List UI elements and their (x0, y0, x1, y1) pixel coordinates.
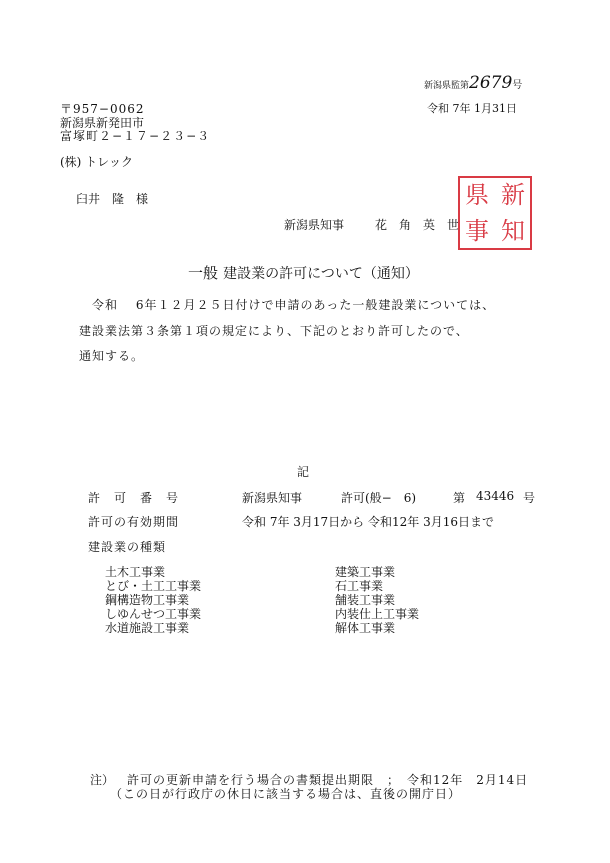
license-type: 許可(般− 6) (341, 491, 417, 505)
subject-text: 建設業の許可について（通知） (223, 266, 419, 282)
list-item: 土木工事業 (105, 565, 166, 579)
note-line-2: （この日が行政庁の休日に該当する場合は、直後の開庁日） (110, 787, 462, 801)
body-line-2: 建設業法第３条第１項の規定により、下記のとおり許可したので、 (79, 324, 469, 338)
seal-char: 新 (501, 181, 525, 209)
address-line-2: 富塚町２−１７−２３−３ (60, 129, 211, 143)
note-label: 注） (90, 773, 115, 787)
validity-period-value: 令和 7年 3月17日から 令和12年 3月16日まで (242, 515, 494, 529)
postal-code: 〒957−0062 (60, 102, 145, 116)
note-line-1: 許可の更新申請を行う場合の書類提出期限 ； 令和12年 2月14日 (127, 773, 529, 787)
list-item: 建築工事業 (335, 565, 396, 579)
license-authority: 新潟県知事 (242, 491, 303, 505)
body-line-3: 通知する。 (79, 349, 145, 363)
recipient-company: (株) トレック (60, 155, 134, 169)
seal-char: 事 (465, 217, 489, 245)
subject-prefix: 一般 (188, 264, 219, 282)
document-number (424, 73, 522, 93)
body-line-1: 令和 6年１２月２５日付けで申請のあった一般建設業については、 (92, 298, 496, 312)
license-number-label: 許 可 番 号 (88, 491, 180, 505)
document-date: 令和 7年 1月31日 (427, 102, 517, 115)
list-item: しゆんせつ工事業 (105, 607, 202, 621)
list-item: 解体工事業 (335, 621, 396, 635)
construction-types-label: 建設業の種類 (88, 540, 167, 554)
sender-name: 花 角 英 世 (375, 218, 460, 232)
seal-char: 知 (501, 217, 525, 245)
list-item: とび・土工工事業 (105, 579, 202, 593)
ki-heading: 記 (297, 465, 310, 479)
list-item: 内装仕上工事業 (335, 607, 420, 621)
list-item: 鋼構造物工事業 (105, 593, 190, 607)
list-item: 石工事業 (335, 579, 384, 593)
seal-char: 県 (465, 181, 489, 209)
recipient-person: 臼井 隆 様 (76, 192, 149, 206)
sender-title: 新潟県知事 (284, 218, 345, 232)
document-number-prefix: 新潟県監第 (424, 81, 470, 91)
license-number: 43446 (476, 489, 515, 503)
official-seal (458, 176, 532, 250)
validity-period-label: 許可の有効期間 (88, 515, 180, 529)
list-item: 水道施設工事業 (105, 621, 190, 635)
document-number-suffix: 号 (512, 80, 523, 91)
document-number-value: 2679 (469, 73, 513, 93)
license-dai: 第 (453, 491, 466, 505)
address-line-1: 新潟県新発田市 (60, 116, 145, 130)
list-item: 舗装工事業 (335, 593, 396, 607)
subject (188, 262, 419, 283)
license-go: 号 (523, 491, 536, 505)
